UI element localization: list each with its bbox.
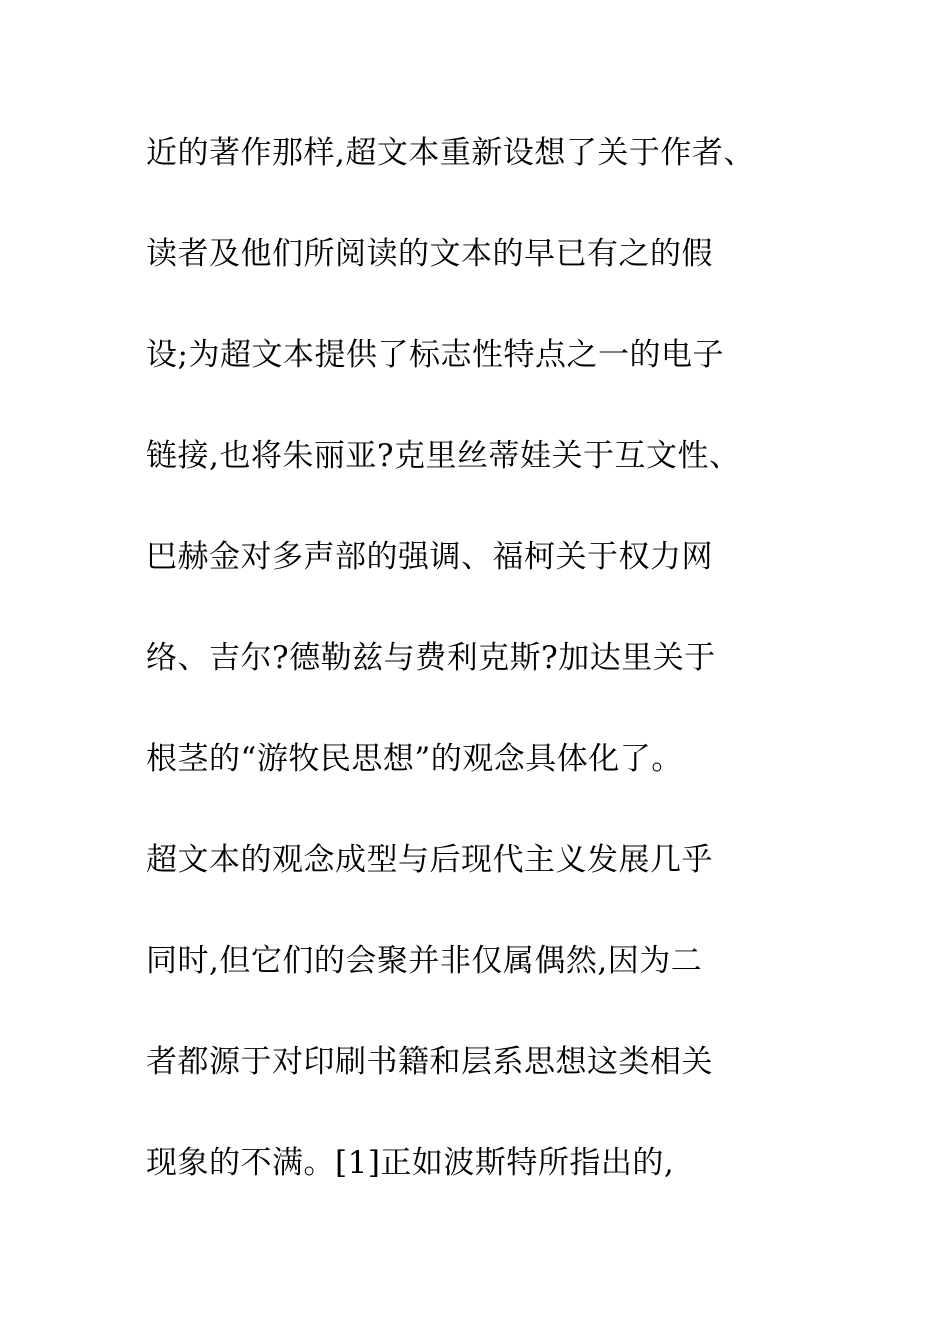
text-line: 读者及他们所阅读的文本的早已有之的假 <box>146 236 713 272</box>
text-line: 近的著作那样,超文本重新设想了关于作者、 <box>146 135 755 171</box>
text-line: 者都源于对印刷书籍和层系思想这类相关 <box>146 1044 713 1080</box>
text-line: 现象的不满。[1]正如波斯特所指出的, <box>146 1145 675 1181</box>
text-line: 根茎的“游牧民思想”的观念具体化了。 <box>146 741 683 777</box>
text-line: 巴赫金对多声部的强调、福柯关于权力网 <box>146 539 713 575</box>
text-line: 设;为超文本提供了标志性特点之一的电子 <box>146 337 724 373</box>
body-text <box>146 124 846 1235</box>
text-line: 超文本的观念成型与后现代主义发展几乎 <box>146 842 713 878</box>
text-line: 络、吉尔?德勒兹与费利克斯?加达里关于 <box>146 640 716 676</box>
text-line: 链接,也将朱丽亚?克里丝蒂娃关于互文性、 <box>146 438 741 474</box>
text-line: 同时,但它们的会聚并非仅属偶然,因为二 <box>146 943 703 979</box>
